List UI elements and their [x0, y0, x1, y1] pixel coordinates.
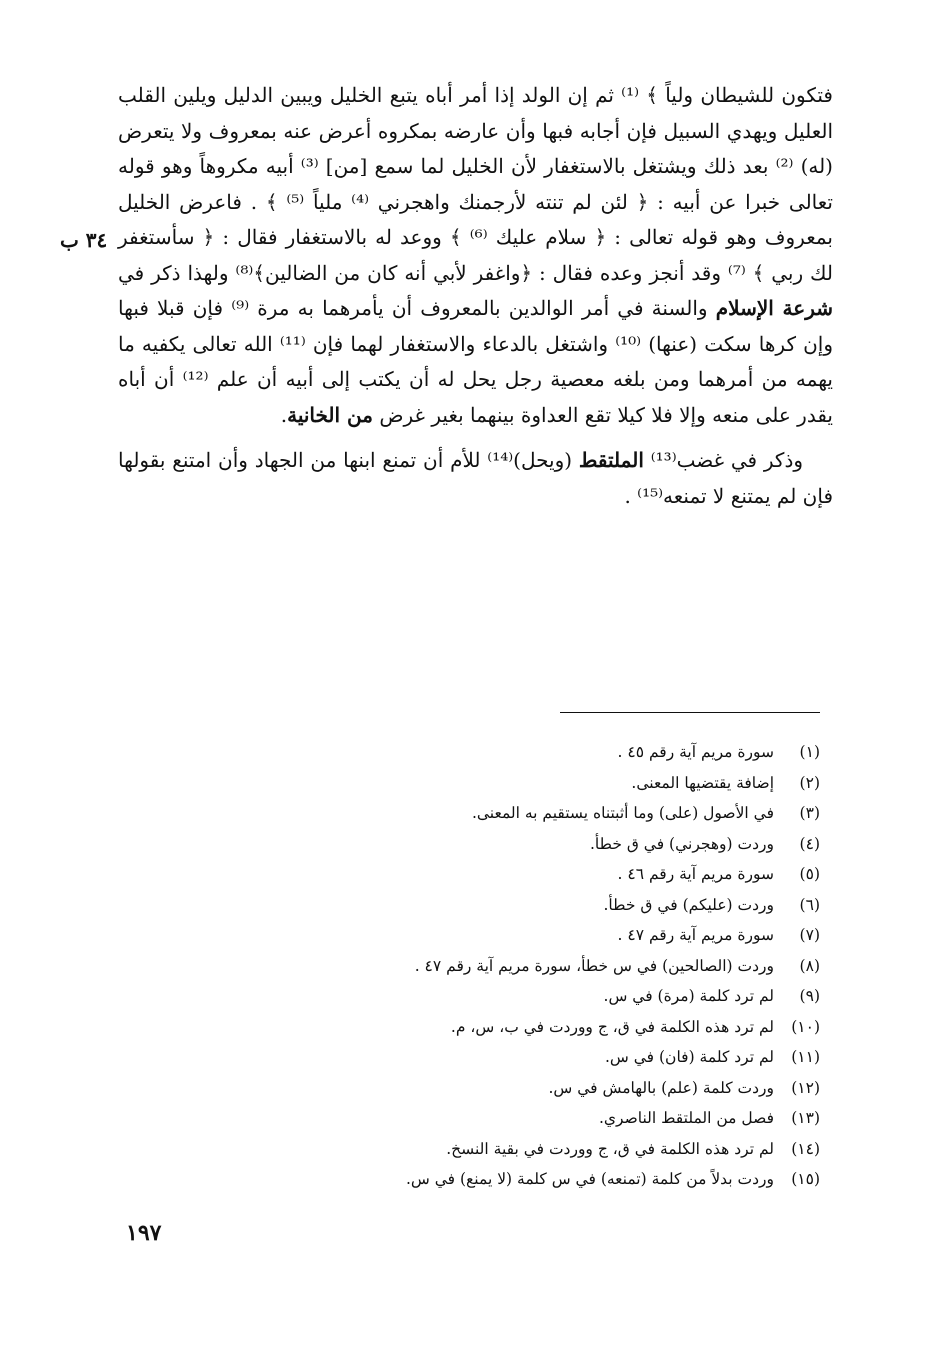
footnote-text: وردت (الصالحين) في س خطأ، سورة مريم آية رقم ٤٧ . [414, 956, 774, 975]
footnote-number: (١٥) [791, 1170, 820, 1188]
footnote-item [280, 890, 820, 921]
bold-term-multaqat: الملتقط [578, 448, 644, 472]
footnote-item [280, 798, 820, 829]
footnote-item [280, 1042, 820, 1073]
footnote-number: (٨) [799, 956, 820, 975]
footnote-text: سورة مريم آية رقم ٤٦ . [617, 865, 774, 883]
footnote-text: وردت (عليكم) في ق خطأ. [603, 895, 774, 914]
footnote-number: (٢) [799, 773, 820, 792]
footnote-number: (٦) [799, 895, 820, 914]
footnote-number: (١) [799, 743, 820, 761]
paragraph-1-text-b: والسنة في أمر الوالدين بالمعروف أن يأمرهما به مرة ⁽⁹⁾ فإن قبلا فبها وإن كرها سكت (عنها) ⁽¹⁰⁾ واشتغل بالدعاء والاستغفار لهما فإن ⁽¹¹⁾ الله تعالى يكفيه ما يهمه من أمرهما ومن بلغه معصية رجل يحل له أن يكتب إلى أبيه أن علم ⁽¹²⁾ أن أباه يقدر على منعه وإلا فلا كيلا تقع العداوة بينهما بغير غرض [118, 296, 833, 427]
footnote-number: (٧) [799, 926, 820, 944]
footnote-text: فصل من الملتقط الناصري. [598, 1109, 774, 1127]
paragraph-1-text-a: فتكون للشيطان ولياً ﴾ ⁽¹⁾ ثم إن الولد إذا أمر أباه يتبع الخليل ويبين الدليل ويلين القلب العليل ويهدي السبيل فإن أجابه فبها وأن عارضه بمكروه أعرض عنه بمعروف ولا يتعرض (له) ⁽²⁾ بعد ذلك ويشتغل بالاستغفار لأن الخليل لما سمع [من] ⁽³⁾ أبيه مكروهاً وهو قوله تعالى خبرا عن أبيه : ﴿ لئن لم تنته لأرجمنك واهجرني ⁽⁴⁾ ملياً ⁽⁵⁾ ﴾ . فاعرض الخليل بمعروف وهو قوله تعالى : ﴿ سلام عليك ⁽⁶⁾ ﴾ ووعد له بالاستغفار فقال : ﴿ سأستغفر لك ربي ﴾ ⁽⁷⁾ وقد أنجز وعده فقال : ﴿واغفر لأبي أنه كان من الضالين﴾⁽⁸⁾ ولهذا ذكر في [118, 83, 833, 285]
footnote-number: (١٢) [791, 1078, 820, 1097]
footnote-item [280, 1164, 820, 1195]
page-number: ١٩٧ [126, 1220, 162, 1246]
footnote-number: (١٣) [791, 1109, 820, 1127]
paragraph-2 [118, 443, 833, 514]
bold-term-khaniya: من الخانية [287, 402, 373, 427]
footnote-item [280, 829, 820, 860]
footnote-item [280, 1103, 820, 1134]
footnote-item [280, 768, 820, 799]
paragraph-2-text-b: (ويحل)⁽¹⁴⁾ للأم أن تمنع ابنها من الجهاد وأن امتنع بقولها فإن لم يمتنع لا تمنعه⁽¹⁵⁾ . [118, 448, 833, 508]
footnote-item [280, 737, 820, 768]
footnote-number: (٣) [799, 804, 820, 822]
footnote-text: وردت بدلاً من كلمة (تمنعه) في س كلمة (لا يمنع) في س. [405, 1170, 774, 1188]
paragraph-1-end: . [280, 402, 288, 427]
footnote-item [280, 1073, 820, 1104]
footnotes-list [280, 737, 820, 1195]
footnote-item [280, 859, 820, 890]
footnote-text: لم ترد كلمة (فان) في س. [604, 1048, 774, 1066]
main-text [118, 78, 833, 514]
footnote-number: (٩) [799, 987, 820, 1005]
footnote-text: وردت كلمة (علم) بالهامش في س. [548, 1078, 774, 1097]
paragraph-2-text-a: وذكر في غضب⁽¹³⁾ [650, 448, 804, 472]
footnote-text: سورة مريم آية رقم ٤٥ . [617, 743, 774, 761]
footnote-separator [560, 712, 820, 713]
footnote-number: (٥) [799, 865, 820, 883]
footnote-number: (١٠) [791, 1017, 820, 1036]
footnote-item [280, 951, 820, 982]
footnote-text: لم ترد هذه الكلمة في ق، ج ووردت في ب، س، م. [450, 1017, 774, 1036]
footnote-item [280, 1012, 820, 1043]
footnote-text: لم ترد كلمة (مرة) في س. [603, 987, 774, 1005]
bold-term-sharia-islam: شرعة الإسلام [715, 296, 834, 320]
footnote-number: (٤) [799, 834, 820, 853]
margin-folio-note: ٣٤ ب [60, 228, 108, 252]
footnote-number: (١٤) [791, 1139, 820, 1158]
footnote-item [280, 920, 820, 951]
footnote-text: لم ترد هذه الكلمة في ق، ج ووردت في بقية النسخ. [446, 1139, 774, 1158]
footnote-number: (١١) [791, 1048, 820, 1066]
footnote-text: وردت (وهجرني) في ق خطأ. [589, 834, 774, 853]
footnote-item [280, 1134, 820, 1165]
footnote-text: في الأصول (على) وما أثبتناه يستقيم به المعنى. [471, 804, 774, 822]
footnote-text: سورة مريم آية رقم ٤٧ . [617, 926, 774, 944]
footnote-item [280, 981, 820, 1012]
footnote-text: إضافة يقتضيها المعنى. [631, 773, 774, 792]
paragraph-1 [118, 78, 833, 433]
